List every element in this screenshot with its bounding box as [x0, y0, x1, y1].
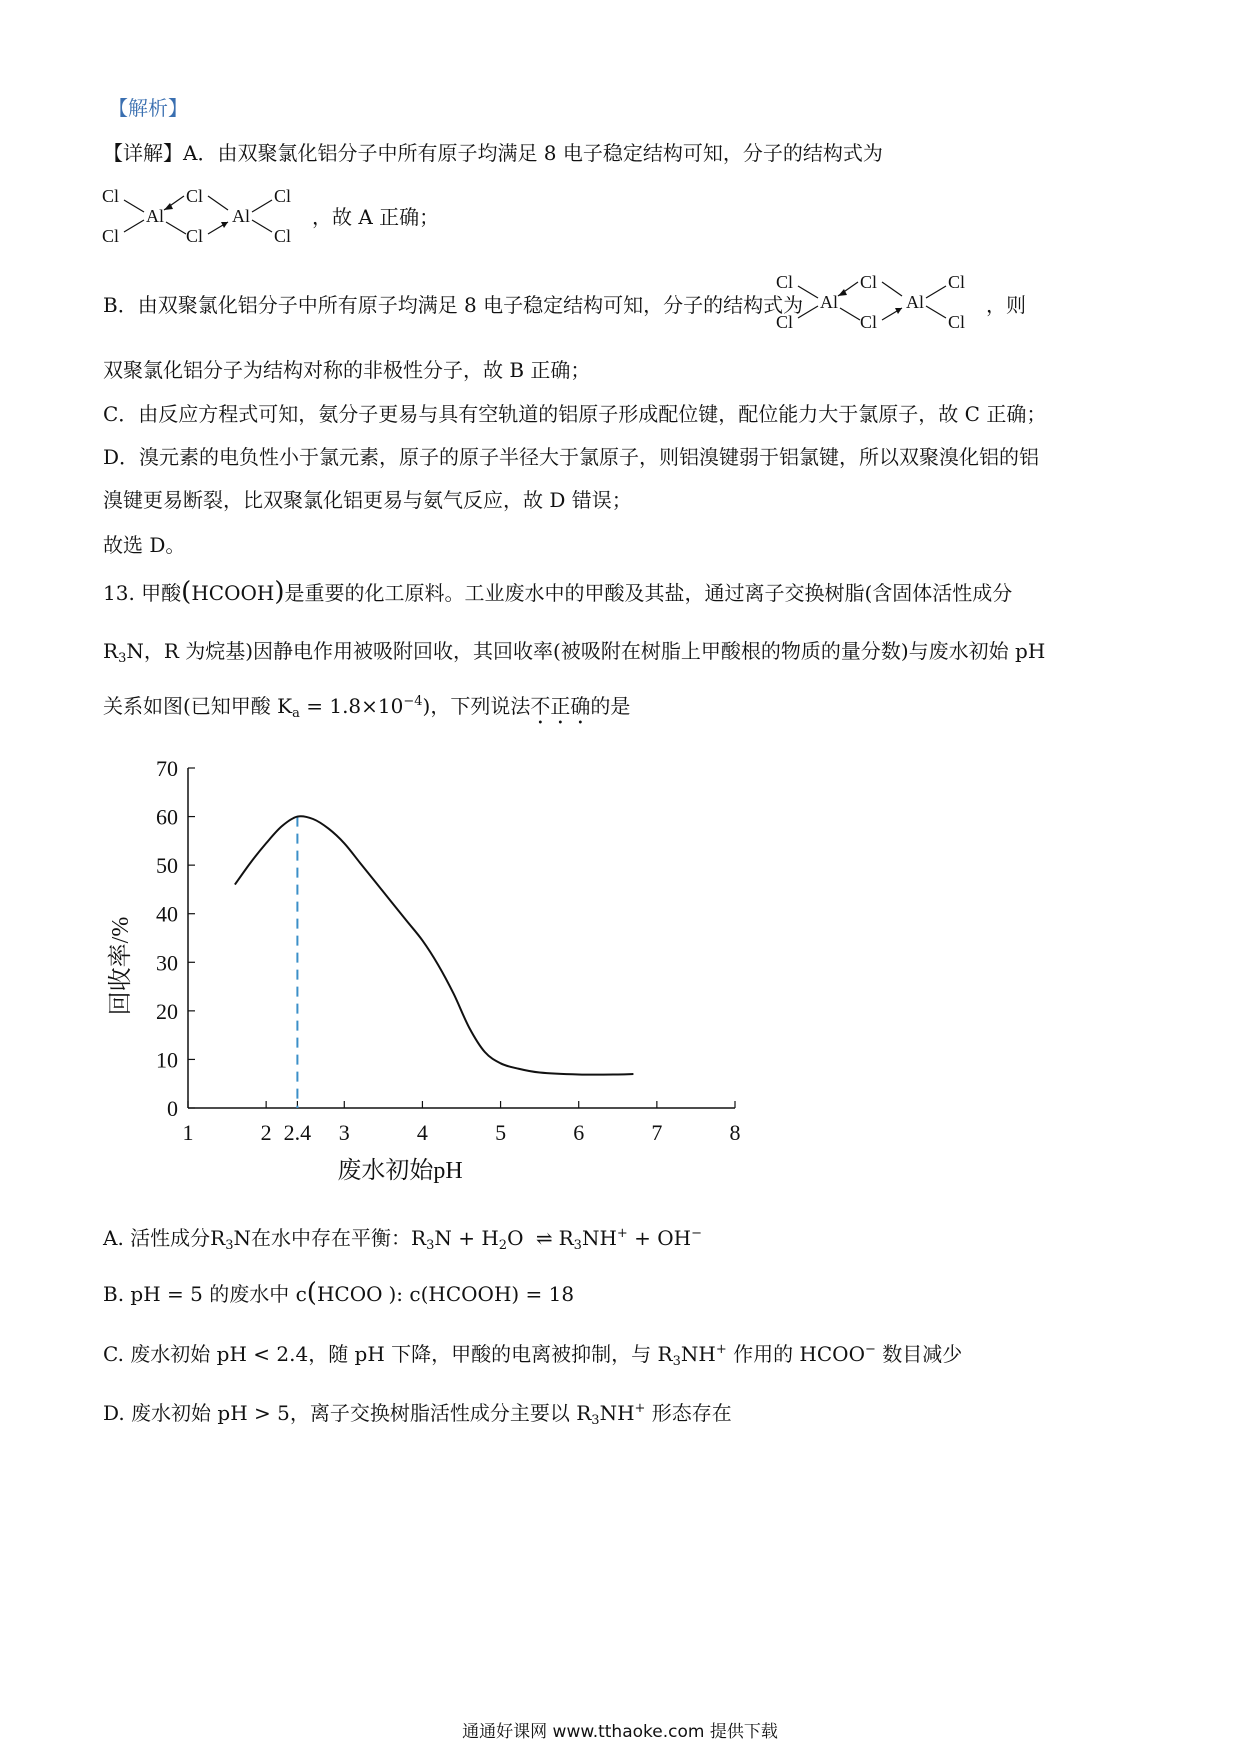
- choice-b-pre: B.: [103, 1282, 131, 1306]
- choice-a-sub3: 3: [225, 1238, 234, 1253]
- struct1-cl-tr: Cl: [274, 186, 292, 206]
- choice-a: A. 活性成分$R_3N$在水中存在平衡：$R_3N + H_2O$ ⇌ $R_3NH^+ + OH^-$: [103, 1226, 703, 1253]
- page-footer[interactable]: 通通好课网 www.tthaoke.com 提供下载: [462, 1722, 778, 1742]
- q13-r3n-n: N: [126, 639, 144, 663]
- y-axis-label: 回收率/%: [108, 916, 134, 1016]
- choice-c: C. 废水初始 pH < 2.4，随 pH 下降，甲酸的电离被抑制，与 $R_3NH^+$ 作用的 HCOO− 数目减少: [103, 1342, 963, 1369]
- x-tick-label: 2: [260, 1120, 272, 1145]
- q13-r3n-r: R: [103, 639, 119, 663]
- y-tick-label: 30: [156, 950, 178, 976]
- struct2-cl-tl: Cl: [776, 272, 794, 292]
- struct1-cl-br: Cl: [274, 226, 292, 246]
- choice-b-mid: 的废水中 c: [202, 1282, 307, 1306]
- x-tick-label: 5: [495, 1120, 507, 1145]
- option-d-explanation-1: D．溴元素的电负性小于氯元素，原子的原子半径大于氯原子，则铝溴键弱于铝氯键，所以双聚溴化铝的铝: [103, 445, 1040, 469]
- choice-c-pre: C. 废水初始: [103, 1342, 217, 1366]
- struct2-cl-bottom: Cl: [860, 312, 878, 332]
- struct2-cl-top: Cl: [860, 272, 878, 292]
- choice-a-eq-left2: N + H: [434, 1226, 499, 1250]
- choice-d-end: 形态存在: [645, 1401, 732, 1425]
- answer-conclusion: 故选 D。: [103, 533, 186, 557]
- q13-line2-text: ，R 为烷基)因静电作用被吸附回收，其回收率(被吸附在树脂上甲酸根的物质的量分数)与废水初始 pH: [143, 639, 1046, 663]
- q13-line3-pre: 关系如图(已知甲酸 K: [103, 694, 293, 718]
- choice-d-cond: pH > 5: [217, 1401, 290, 1425]
- option-a-conclusion: ，故 A 正确；: [312, 205, 440, 229]
- recovery-rate-chart: [90, 750, 790, 1200]
- struct2-cl-bl: Cl: [776, 312, 794, 332]
- q13-line-1: 13. 甲酸(HCOOH)是重要的化工原料。工业废水中的甲酸及其盐，通过离子交换树脂(含固体活性成分: [103, 577, 1013, 607]
- x-tick-label: 3: [338, 1120, 350, 1145]
- choice-c-end: 数目减少: [875, 1342, 963, 1366]
- y-tick-label: 50: [156, 853, 178, 879]
- x-tick-label: 4: [416, 1120, 428, 1145]
- choice-c-nh: NH: [680, 1342, 716, 1366]
- equilibrium-arrow-icon: ⇌: [535, 1226, 553, 1250]
- q13-line1-text: 是重要的化工原料。工业废水中的甲酸及其盐，通过离子交换树脂(含固体活性成分: [284, 581, 1013, 605]
- q13-formula: HCOOH: [191, 581, 275, 605]
- choice-d-pre: D. 废水初始: [103, 1401, 218, 1425]
- choice-a-n: N: [233, 1226, 252, 1250]
- y-tick-label: 20: [156, 998, 178, 1024]
- choice-a-eq-nh: NH: [581, 1226, 617, 1250]
- q13-ka-eq: = 1.8×10: [299, 694, 404, 718]
- q13-r3n-sub: 3: [118, 651, 127, 666]
- x-axis-label: 废水初始pH: [337, 1158, 463, 1184]
- y-tick-label: 0: [167, 1096, 178, 1121]
- option-b-tail: ，则: [986, 293, 1026, 317]
- analysis-tag: 【解析】: [108, 96, 188, 120]
- y-tick-label: 10: [156, 1047, 178, 1073]
- y-tick-label: 60: [156, 804, 178, 830]
- q13-emphasis: 不正确: [530, 694, 591, 718]
- choice-a-r: R: [210, 1226, 226, 1250]
- choice-a-eq-sub1: 3: [426, 1238, 435, 1253]
- detail-line-a: [103, 139, 883, 167]
- choice-a-eq-sub2: 2: [498, 1238, 508, 1253]
- x-tick-label: 6: [573, 1120, 585, 1145]
- choice-a-eq-sub3: 3: [573, 1238, 582, 1253]
- choice-a-eq-right-r: R: [558, 1226, 574, 1250]
- struct1-al-right: Al: [232, 206, 250, 226]
- choice-b-ph: pH = 5: [130, 1282, 203, 1306]
- choice-a-pre: A. 活性成分: [103, 1226, 211, 1250]
- recovery-rate-series-line: [235, 816, 634, 1074]
- choice-b: B. pH = 5 的废水中 c(HCOO ): c(HCOOH) = 18: [103, 1278, 575, 1308]
- q13-line-2: [103, 637, 1045, 673]
- choice-c-post: 作用的 HCOO: [726, 1342, 865, 1366]
- choice-a-mid: 在水中存在平衡：: [251, 1226, 412, 1250]
- choice-d-sub: 3: [591, 1413, 600, 1428]
- struct1-cl-top: Cl: [186, 186, 204, 206]
- choice-c-cond: pH < 2.4: [216, 1342, 309, 1366]
- x-tick-label: 1: [182, 1120, 194, 1145]
- struct2-cl-tr: Cl: [948, 272, 966, 292]
- q13-ka-sub: a: [292, 706, 300, 721]
- x-tick-label: 2.4: [283, 1120, 312, 1145]
- choice-a-eq-o: O: [507, 1226, 524, 1250]
- y-tick-label: 70: [156, 756, 178, 781]
- option-a-explanation: A．由双聚氯化铝分子中所有原子均满足 8 电子稳定结构可知，分子的结构式为: [183, 141, 883, 165]
- q13-ka-exp: −4: [403, 694, 423, 709]
- al2cl6-structure-1: [100, 184, 310, 254]
- struct1-cl-bottom: Cl: [186, 226, 204, 246]
- q13-number: 13. 甲酸: [103, 581, 182, 605]
- choice-c-sub: 3: [672, 1354, 681, 1369]
- q13-line3-end: 的是: [590, 694, 631, 718]
- choice-a-eq-oh: + OH: [627, 1226, 692, 1250]
- choice-c-mid: ，随 pH 下降，甲酸的电离被抑制，与 R: [308, 1342, 673, 1366]
- x-tick-label: 8: [729, 1120, 741, 1145]
- choice-b-rest: ): c(HCOOH) = 18: [388, 1282, 575, 1306]
- choice-a-eq-r: R: [411, 1226, 427, 1250]
- al2cl6-structure-2: [774, 270, 984, 340]
- choice-d-nh: NH: [599, 1401, 635, 1425]
- struct1-cl-tl: Cl: [102, 186, 120, 206]
- choice-b-formula: HCOO: [316, 1282, 383, 1306]
- detail-heading: 【详解】: [103, 141, 183, 165]
- option-d-explanation-2: 溴键更易断裂，比双聚氯化铝更易与氨气反应，故 D 错误；: [103, 488, 632, 512]
- y-tick-label: 40: [156, 901, 178, 927]
- q13-line3-post: )，下列说法: [422, 694, 531, 718]
- option-b-explanation: B．由双聚氯化铝分子中所有原子均满足 8 电子稳定结构可知，分子的结构式为: [103, 293, 804, 317]
- option-b-conclusion: 双聚氯化铝分子为结构对称的非极性分子，故 B 正确；: [103, 358, 591, 382]
- struct1-al-left: Al: [146, 206, 164, 226]
- x-tick-label: 7: [651, 1120, 663, 1145]
- struct2-cl-br: Cl: [948, 312, 966, 332]
- choice-d: D. 废水初始 pH > 5，离子交换树脂活性成分主要以 $R_3NH^+$ 形态存在: [103, 1401, 732, 1428]
- struct2-al-right: Al: [906, 292, 924, 312]
- choice-d-mid: ，离子交换树脂活性成分主要以 R: [289, 1401, 592, 1425]
- option-c-explanation: C．由反应方程式可知，氨分子更易与具有空轨道的铝原子形成配位键，配位能力大于氯原子，故 C 正确；: [103, 402, 1047, 426]
- struct1-cl-bl: Cl: [102, 226, 120, 246]
- struct2-al-left: Al: [820, 292, 838, 312]
- q13-line-3: [103, 688, 630, 729]
